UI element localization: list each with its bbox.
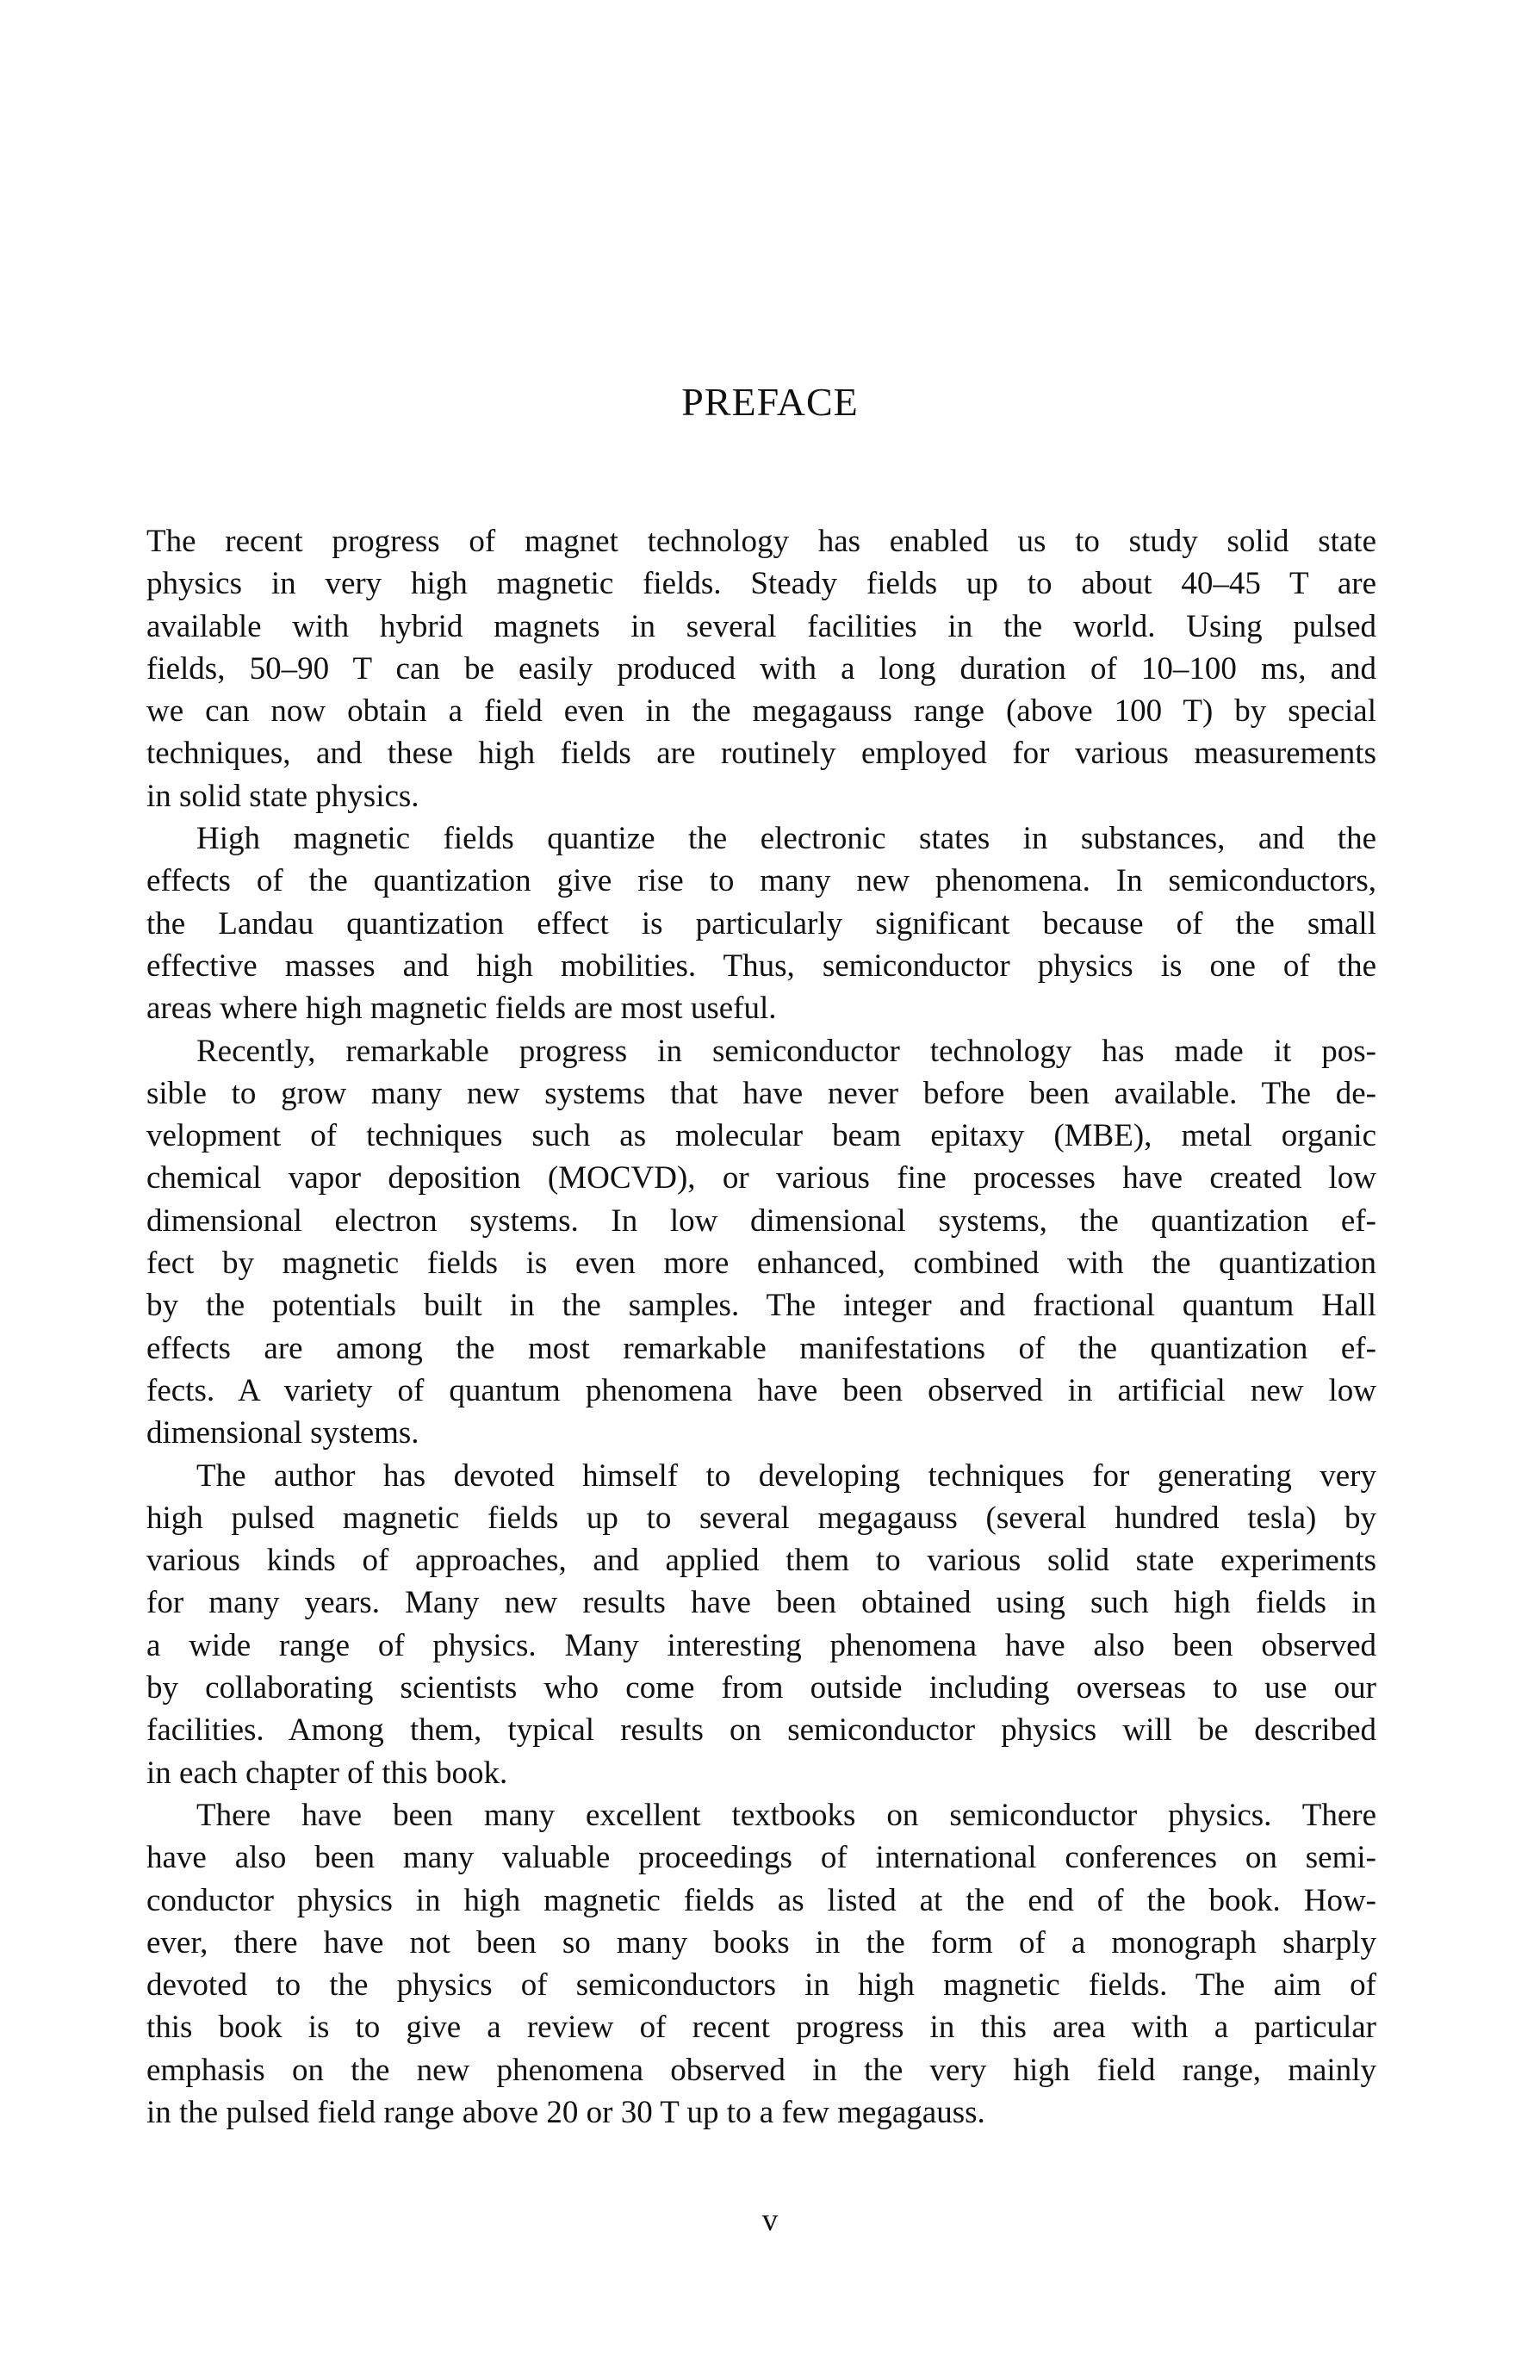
text-line: velopment of techniques such as molecular beam epitaxy (MBE), metal organic — [146, 1118, 1376, 1154]
text-line: There have been many excellent textbooks on semiconductor physics. There — [196, 1797, 1376, 1833]
text-line: chemical vapor deposition (MOCVD), or various fine processes have created low — [146, 1160, 1376, 1196]
text-line: Recently, remarkable progress in semiconductor technology has made it pos- — [196, 1033, 1376, 1069]
text-line: we can now obtain a field even in the megagauss range (above 100 T) by special — [146, 693, 1376, 730]
text-line: this book is to give a review of recent progress in this area with a particular — [146, 2010, 1376, 2046]
text-line: in the pulsed field range above 20 or 30 T up to a few megagauss. — [146, 2094, 985, 2130]
text-line: high pulsed magnetic fields up to several megagauss (several hundred tesla) by — [146, 1500, 1376, 1536]
text-line: The author has devoted himself to developing techniques for generating very — [196, 1457, 1376, 1494]
text-line: fects. A variety of quantum phenomena have been observed in artificial new low — [146, 1372, 1376, 1408]
text-line: techniques, and these high fields are routinely employed for various measurements — [146, 736, 1376, 772]
text-line: a wide range of physics. Many interesting phenomena have also been observed — [146, 1627, 1376, 1663]
text-line: emphasis on the new phenomena observed in the very high field range, mainly — [146, 2052, 1376, 2088]
paragraph — [146, 1455, 1376, 1794]
page-title: PREFACE — [681, 380, 859, 424]
text-line: by the potentials built in the samples. The integer and fractional quantum Hall — [146, 1288, 1376, 1324]
paragraph — [146, 1794, 1376, 2134]
text-line: sible to grow many new systems that have never before been available. The de- — [146, 1075, 1376, 1111]
text-line: conductor physics in high magnetic fields as listed at the end of the book. How- — [146, 1882, 1376, 1918]
paragraph — [146, 520, 1376, 817]
text-line: devoted to the physics of semiconductors in high magnetic fields. The aim of — [146, 1967, 1376, 2004]
text-line: dimensional systems. — [146, 1415, 419, 1451]
text-line: available with hybrid magnets in several facilities in the world. Using pulsed — [146, 608, 1376, 644]
text-line: ever, there have not been so many books in the form of a monograph sharply — [146, 1924, 1376, 1961]
text-line: dimensional electron systems. In low dimensional systems, the quantization ef- — [146, 1202, 1376, 1239]
text-line: in solid state physics. — [146, 778, 419, 814]
text-line: physics in very high magnetic fields. Steady fields up to about 40–45 T are — [146, 566, 1376, 602]
text-line: fields, 50–90 T can be easily produced with a long duration of 10–100 ms, and — [146, 650, 1376, 687]
text-line: various kinds of approaches, and applied them to various solid state experiments — [146, 1543, 1376, 1579]
text-line: for many years. Many new results have been obtained using such high fields in — [146, 1585, 1376, 1621]
text-line: have also been many valuable proceedings of international conferences on semi- — [146, 1840, 1376, 1876]
text-line: The recent progress of magnet technology has enabled us to study solid state — [146, 524, 1376, 559]
text-line: fect by magnetic fields is even more enhanced, combined with the quantization — [146, 1246, 1376, 1282]
text-line: facilities. Among them, typical results on semiconductor physics will be described — [146, 1712, 1376, 1749]
paragraph — [146, 817, 1376, 1029]
text-line: effects of the quantization give rise to many new phenomena. In semiconductors, — [146, 863, 1376, 899]
text-line: areas where high magnetic fields are most useful. — [146, 991, 777, 1027]
paragraph — [146, 1030, 1376, 1455]
preface-body — [146, 520, 1376, 2134]
text-line: High magnetic fields quantize the electronic states in substances, and the — [196, 821, 1376, 857]
text-line: the Landau quantization effect is particularly significant because of the small — [146, 905, 1376, 941]
text-line: effects are among the most remarkable manifestations of the quantization ef- — [146, 1330, 1376, 1366]
text-line: by collaborating scientists who come from outside including overseas to use our — [146, 1670, 1376, 1706]
text-line: in each chapter of this book. — [146, 1755, 508, 1791]
text-line: effective masses and high mobilities. Thus, semiconductor physics is one of the — [146, 948, 1376, 984]
page-number: v — [761, 2203, 779, 2238]
